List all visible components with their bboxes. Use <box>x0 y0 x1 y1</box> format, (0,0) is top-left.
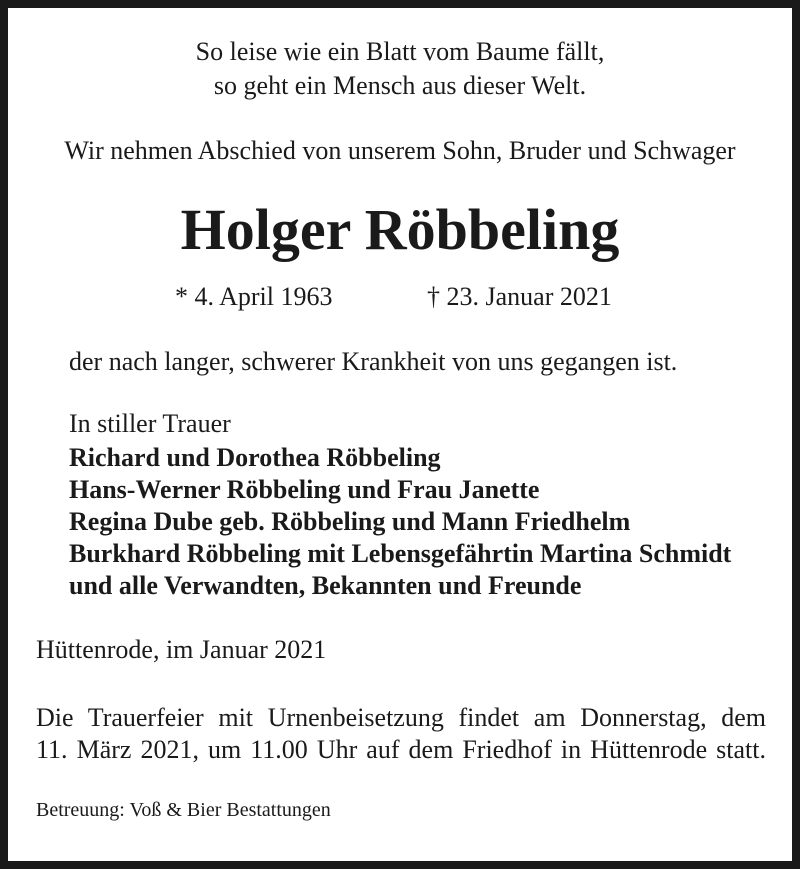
birth-date: * 4. April 1963 <box>175 282 333 311</box>
ceremony-line-2: 11. März 2021, um 11.00 Uhr auf dem Friedhof in Hüttenrode statt. <box>36 735 766 764</box>
place-date: Hüttenrode, im Januar 2021 <box>36 635 327 664</box>
quote-line-1: So leise wie ein Blatt vom Baume fällt, <box>195 37 605 66</box>
mourner-name: und alle Verwandten, Bekannten und Freunde <box>69 571 582 600</box>
mourner-name: Regina Dube geb. Röbbeling und Mann Friedhelm <box>69 507 631 536</box>
intro-text: Wir nehmen Abschied von unserem Sohn, Bruder und Schwager <box>64 136 736 165</box>
statement-text: der nach langer, schwerer Krankheit von uns gegangen ist. <box>69 347 678 376</box>
mourner-name: Hans-Werner Röbbeling und Frau Janette <box>69 475 540 504</box>
deceased-name: Holger Röbbeling <box>180 197 620 262</box>
quote-line-2: so geht ein Mensch aus dieser Welt. <box>213 71 587 100</box>
mourners-heading: In stiller Trauer <box>69 409 231 438</box>
ceremony-line-1: Die Trauerfeier mit Urnenbeisetzung findet am Donnerstag, dem <box>36 703 766 732</box>
mourner-name: Burkhard Röbbeling mit Lebensgefährtin Martina Schmidt <box>69 539 732 568</box>
undertaker-note: Betreuung: Voß & Bier Bestattungen <box>36 799 331 821</box>
death-date: † 23. Januar 2021 <box>427 282 612 311</box>
mourner-name: Richard und Dorothea Röbbeling <box>69 443 441 472</box>
